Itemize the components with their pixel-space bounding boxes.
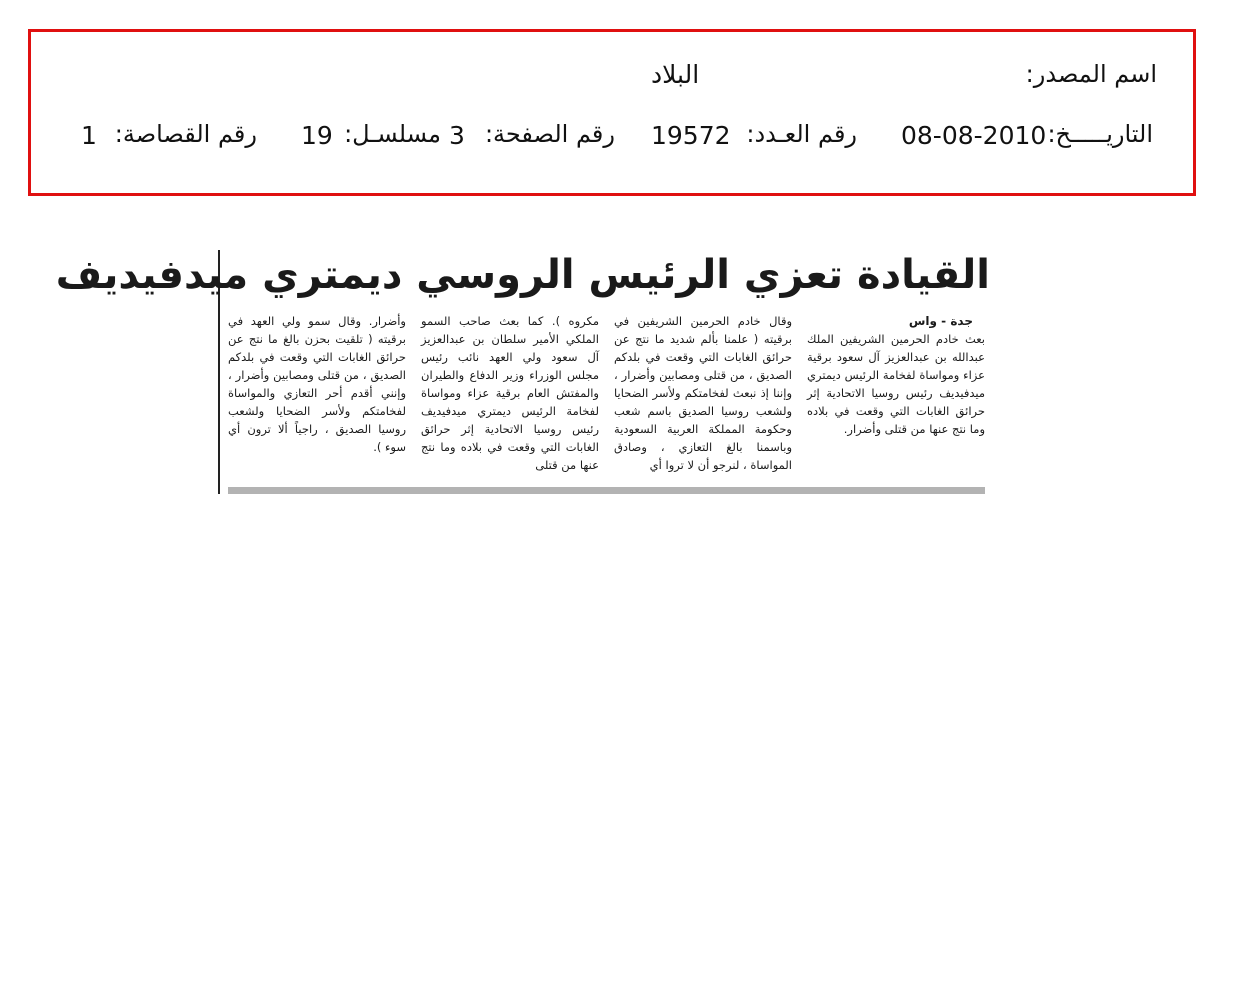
clip-value: 1 xyxy=(81,121,97,150)
page-label: رقم الصفحة: xyxy=(484,120,615,148)
page-value: 3 xyxy=(449,121,465,150)
date-label: التاريـــــخ: xyxy=(1047,120,1153,148)
newspaper-clipping xyxy=(55,250,990,495)
column-text: مكروه ). كما بعث صاحب السمو الملكي الأمير سلطان بن عبدالعزيز آل سعود ولي العهد نائب رئيس مجلس الوزراء وزير الدفاع والطيران والمفتش العام برقية عزاء ومواساة لفخامة الرئيس ديمتري ميدفيديف رئيس روسيا الاتحادية إثر حرائق الغابات التي وقعت في بلاده وما نتج عنها من قتلى xyxy=(421,314,599,472)
column-text: بعث خادم الحرمين الشريفين الملك عبدالله بن عبدالعزيز آل سعود برقية عزاء ومواساة لفخامة الرئيس ديمتري ميدفيديف رئيس روسيا الاتحادية إثر حرائق الغابات التي وقعت في بلاده وما نتج عنها من قتلى وأضرار. xyxy=(807,332,985,436)
serial-label: مسلسـل: xyxy=(344,120,441,148)
source-value: البلاد xyxy=(651,60,700,89)
article-column-3 xyxy=(421,312,599,474)
article-column-1 xyxy=(807,312,985,438)
article-column-2 xyxy=(614,312,792,474)
issue-label: رقم العـدد: xyxy=(746,120,857,148)
source-info-box xyxy=(28,29,1196,196)
source-label: اسم المصدر: xyxy=(1025,60,1157,88)
column-text: وقال خادم الحرمين الشريفين في برقيته ( علمنا بألم شديد ما نتج عن حرائق الغابات التي وقعت في بلدكم الصديق ، من قتلى ومصابين وأضرار ، وإننا إذ نبعث لفخامتكم ولأسر الضحايا ولشعب روسيا الصديق باسم شعب وحكومة المملكة العربية السعودية وباسمنا بالغ التعازي ، وصادق المواساة ، لنرجو أن لا تروا أي xyxy=(614,314,792,472)
article-headline: القيادة تعزي الرئيس الروسي ديمتري ميدفيديف xyxy=(55,252,990,298)
article-dateline: جدة - واس xyxy=(908,314,973,328)
issue-value: 19572 xyxy=(651,121,731,150)
article-bottom-bar xyxy=(228,487,985,494)
serial-value: 19 xyxy=(301,121,333,150)
article-column-4 xyxy=(228,312,406,456)
clip-label: رقم القصاصة: xyxy=(114,120,257,148)
date-value: 08-08-2010 xyxy=(901,121,1047,150)
column-text: وأضرار. وقال سمو ولي العهد في برقيته ( تلقيت بحزن بالغ ما نتج عن حرائق الغابات التي وقعت في بلدكم الصديق ، من قتلى ومصابين وأضرار ، وإنني أقدم أحر التعازي والمواساة لفخامتكم ولأسر الضحايا ولشعب روسيا الصديق ، راجياً ألا ترون أي سوء ). xyxy=(228,314,406,454)
